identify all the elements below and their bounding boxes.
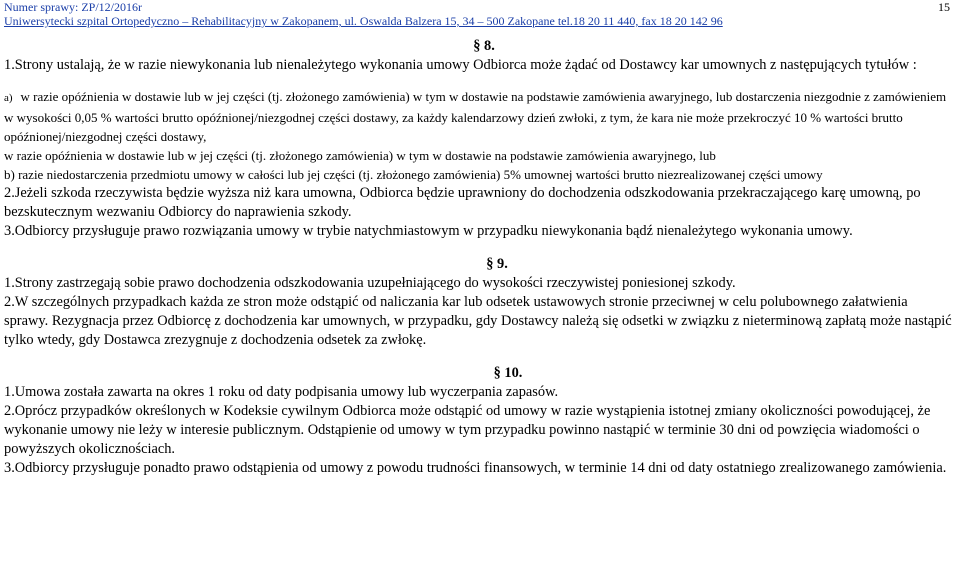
section-9-paragraph-2: 2.W szczególnych przypadkach każda ze stron może odstąpić od naliczania kar lub odsetek ustawowych stronie przeciwnej w celu polubownego załatwienia sprawy. Rezygnacja przez Odbiorcę z dochodzenia kar umownych, w przypadku, gdy Dostawcy należą się odsetki w związku z nieterminową zapłatą może nastąpić tylko wtedy, gdy Dostawca zrezygnuje z dochodzenia odsetek za zwłokę. [4,294,952,348]
section-8-paragraph-1: 1.Strony ustalają, że w razie niewykonania lub nienależytego wykonania umowy Odbiorca może żądać od Dostawcy kar umownych z następujących tytułów : [4,57,917,73]
section-8-item-b: b) razie niedostarczenia przedmiotu umowy w całości lub jej części (tj. złożonego zamówienia) 5% umownej wartości brutto niezrealizowanej części umowy [4,167,823,182]
section-10-paragraph-1: 1.Umowa została zawarta na okres 1 roku od daty podpisania umowy lub wyczerpania zapasów. [4,384,559,400]
section-8-item-a [4,87,952,146]
section-8-paragraph-2: 2.Jeżeli szkoda rzeczywista będzie wyższa niż kara umowna, Odbiorca będzie uprawniony do dochodzenia odszkodowania przekraczającego karę umowną, po bezskutecznym wezwaniu Odbiorcy do naprawienia szkody. [4,185,921,220]
item-a-text: w razie opóźnienia w dostawie lub w jej części (tj. złożonego zamówienia) w tym w dostawie na podstawie zamówienia awaryjnego, lub dostarczenia niezgodnie z zamówieniem w wysokości 0,05 % wartości brutto opóźnionej/niezgodnej części dostawy, za każdy kalendarzowy dzień zwłoki, z tym, że kara nie może przekroczyć 10 % wartości brutto opóźnionej/niezgodnej części dostawy, [4,89,947,144]
document-body [4,37,952,478]
section-10-heading: § 10. [493,365,523,381]
section-8-heading: § 8. [473,38,495,54]
section-8-paragraph-3: 3.Odbiorcy przysługuje prawo rozwiązania umowy w trybie natychmiastowym w przypadku niewykonania bądź nienależytego wykonania umowy. [4,223,853,239]
section-10-paragraph-3: 3.Odbiorcy przysługuje ponadto prawo odstąpienia od umowy z powodu trudności finansowych, w terminie 14 dni od daty ostatniego zrealizowanego zamówienia. [4,460,947,476]
case-number: Numer sprawy: ZP/12/2016r [4,0,142,14]
hospital-address: Uniwersytecki szpital Ortopedyczno – Rehabilitacyjny w Zakopanem, ul. Oswalda Balzera 15, 34 – 500 Zakopane tel.18 20 11 440, fax 18 20 142 96 [4,14,723,28]
section-8-item-a-repeat: w razie opóźnienia w dostawie lub w jej części (tj. złożonego zamówienia) w tym w dostawie na podstawie zamówienia awaryjnego, lub [4,148,716,163]
section-9-paragraph-1: 1.Strony zastrzegają sobie prawo dochodzenia odszkodowania uzupełniającego do wysokości rzeczywistej poniesionej szkody. [4,275,736,291]
page-header [4,0,950,28]
section-10-paragraph-2: 2.Oprócz przypadków określonych w Kodeksie cywilnym Odbiorca może odstąpić od umowy w razie wystąpienia istotnej zmiany okoliczności powodującej, że wykonanie umowy nie leży w interesie publicznym. Odstąpienie od umowy w tym przypadku powinno nastąpić w terminie 30 dni od powzięcia wiadomości o powyższych okolicznościach. [4,403,931,457]
page-number: 15 [938,0,950,14]
item-a-marker: a) [4,92,13,104]
section-9-heading: § 9. [486,256,508,272]
